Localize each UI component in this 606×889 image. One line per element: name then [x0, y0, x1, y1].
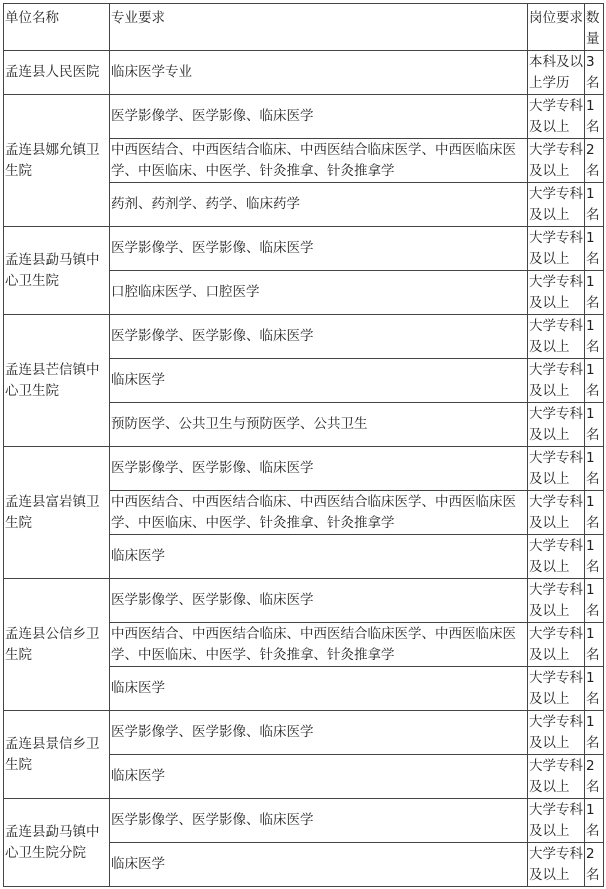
requirement-cell: 大学专科及以上: [528, 139, 585, 183]
major-cell: 临床医学专业: [110, 51, 528, 95]
major-cell: 医学影像学、医学影像、临床医学: [110, 799, 528, 843]
major-cell: 口腔临床医学、口腔医学: [110, 271, 528, 315]
major-cell: 医学影像学、医学影像、临床医学: [110, 447, 528, 491]
count-cell: 1名: [585, 799, 604, 843]
requirement-cell: 大学专科及以上: [528, 623, 585, 667]
recruitment-table: [3, 3, 604, 887]
count-cell: 1名: [585, 711, 604, 755]
requirement-cell: 大学专科及以上: [528, 491, 585, 535]
major-cell: 医学影像学、医学影像、临床医学: [110, 95, 528, 139]
table-body: [4, 4, 604, 887]
header-req: 岗位要求: [528, 4, 585, 51]
table-row: [4, 447, 604, 491]
unit-name-cell: 孟连县公信乡卫生院: [4, 579, 110, 711]
count-cell: 3名: [585, 51, 604, 95]
recruitment-table-container: [3, 3, 604, 887]
requirement-cell: 大学专科及以上: [528, 359, 585, 403]
table-row: [4, 95, 604, 139]
count-cell: 1名: [585, 183, 604, 227]
table-row: [4, 711, 604, 755]
major-cell: 医学影像学、医学影像、临床医学: [110, 579, 528, 623]
count-cell: 1名: [585, 95, 604, 139]
unit-name-cell: 孟连县勐马镇中心卫生院分院: [4, 799, 110, 887]
requirement-cell: 大学专科及以上: [528, 183, 585, 227]
count-cell: 1名: [585, 447, 604, 491]
unit-name-cell: 孟连县富岩镇卫生院: [4, 447, 110, 579]
major-cell: 临床医学: [110, 535, 528, 579]
major-cell: 医学影像学、医学影像、临床医学: [110, 227, 528, 271]
unit-name-cell: 孟连县芒信镇中心卫生院: [4, 315, 110, 447]
major-cell: 临床医学: [110, 667, 528, 711]
count-cell: 1名: [585, 623, 604, 667]
count-cell: 1名: [585, 227, 604, 271]
requirement-cell: 大学专科及以上: [528, 535, 585, 579]
requirement-cell: 大学专科及以上: [528, 799, 585, 843]
unit-name-cell: 孟连县勐马镇中心卫生院: [4, 227, 110, 315]
unit-name-cell: 孟连县娜允镇卫生院: [4, 95, 110, 227]
count-cell: 1名: [585, 315, 604, 359]
table-row: [4, 579, 604, 623]
unit-name-cell: 孟连县景信乡卫生院: [4, 711, 110, 799]
major-cell: 临床医学: [110, 843, 528, 887]
major-cell: 中西医结合、中西医结合临床、中西医结合临床医学、中西医临床医学、中医临床、中医学、针灸推拿、针灸推拿学: [110, 139, 528, 183]
requirement-cell: 大学专科及以上: [528, 315, 585, 359]
requirement-cell: 大学专科及以上: [528, 447, 585, 491]
table-row: [4, 51, 604, 95]
major-cell: 医学影像学、医学影像、临床医学: [110, 711, 528, 755]
unit-name-cell: 孟连县人民医院: [4, 51, 110, 95]
count-cell: 1名: [585, 491, 604, 535]
major-cell: 临床医学: [110, 359, 528, 403]
requirement-cell: 大学专科及以上: [528, 95, 585, 139]
count-cell: 2名: [585, 843, 604, 887]
major-cell: 临床医学: [110, 755, 528, 799]
requirement-cell: 大学专科及以上: [528, 843, 585, 887]
table-row: [4, 799, 604, 843]
requirement-cell: 大学专科及以上: [528, 227, 585, 271]
header-major: 专业要求: [110, 4, 528, 51]
major-cell: 中西医结合、中西医结合临床、中西医结合临床医学、中西医临床医学、中医临床、中医学、针灸推拿、针灸推拿学: [110, 491, 528, 535]
header-unit: 单位名称: [4, 4, 110, 51]
count-cell: 1名: [585, 359, 604, 403]
requirement-cell: 大学专科及以上: [528, 667, 585, 711]
header-count: 数量: [585, 4, 604, 51]
major-cell: 医学影像学、医学影像、临床医学: [110, 315, 528, 359]
requirement-cell: 大学专科及以上: [528, 711, 585, 755]
major-cell: 预防医学、公共卫生与预防医学、公共卫生: [110, 403, 528, 447]
requirement-cell: 大学专科及以上: [528, 579, 585, 623]
header-row: [4, 4, 604, 51]
requirement-cell: 本科及以上学历: [528, 51, 585, 95]
count-cell: 1名: [585, 535, 604, 579]
requirement-cell: 大学专科及以上: [528, 403, 585, 447]
count-cell: 2名: [585, 139, 604, 183]
major-cell: 中西医结合、中西医结合临床、中西医结合临床医学、中西医临床医学、中医临床、中医学、针灸推拿、针灸推拿学: [110, 623, 528, 667]
count-cell: 2名: [585, 755, 604, 799]
table-row: [4, 227, 604, 271]
major-cell: 药剂、药剂学、药学、临床药学: [110, 183, 528, 227]
requirement-cell: 大学专科及以上: [528, 755, 585, 799]
count-cell: 1名: [585, 403, 604, 447]
count-cell: 1名: [585, 667, 604, 711]
count-cell: 1名: [585, 579, 604, 623]
table-row: [4, 315, 604, 359]
requirement-cell: 大学专科及以上: [528, 271, 585, 315]
count-cell: 1名: [585, 271, 604, 315]
